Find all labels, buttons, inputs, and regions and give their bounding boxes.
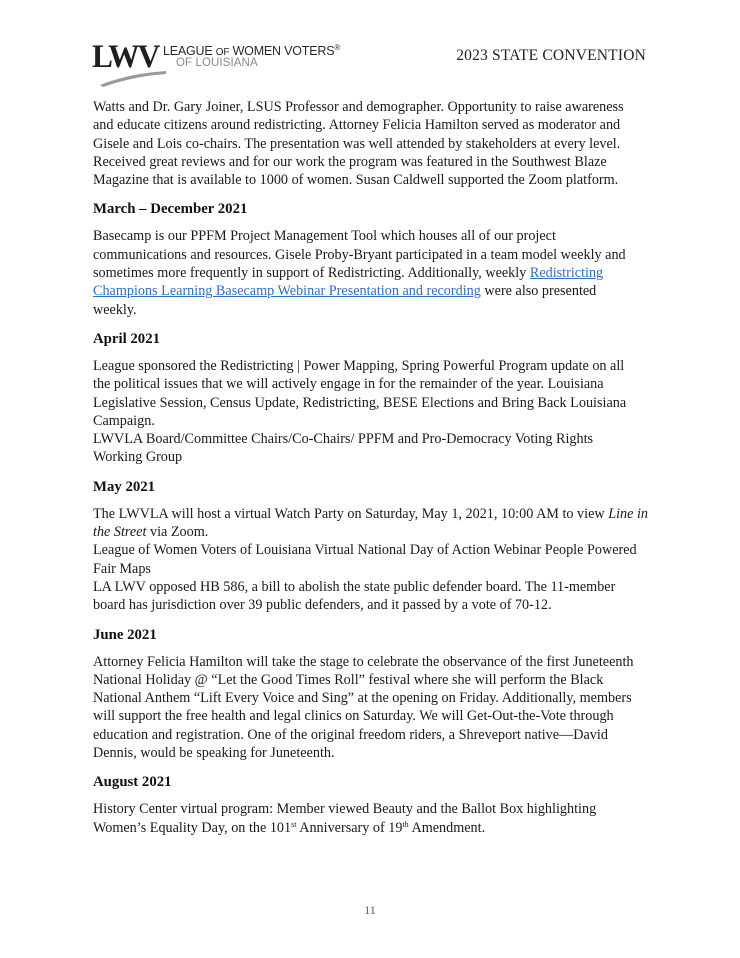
lwv-logo [92,39,341,90]
logo-text-league: LEAGUE [163,44,216,58]
text-line: Watts and Dr. Gary Joiner, LSUS Professor and demographer. Opportunity to raise awareness [93,99,624,115]
document-body [93,98,663,837]
logo-text-women-voters: WOMEN VOTERS [229,44,335,58]
text-line: National Holiday @ “Let the Good Times Roll” festival where she will perform the Black [93,671,604,688]
text-line: Received great reviews and for our work the program was featured in the Southwest Blaze [93,153,607,170]
redistricting-champions-webinar-link[interactable]: Redistricting [529,265,604,282]
text-line [93,523,663,541]
text-line: Working Group [93,449,183,466]
logo-text-of: OF [215,47,230,58]
text-line [93,819,663,837]
text-line: weekly. [93,301,137,318]
logo-state-name: OF LOUISIANA [176,57,258,69]
august-paragraph [93,800,663,837]
text-line: education and registration. One of the original freedom riders, a Shreveport native—David [93,726,608,743]
logo-organization-name [163,44,340,58]
text-line: Dennis, would be speaking for Juneteenth. [93,745,335,762]
text-line: Gisele and Lois co-chairs. The presentation was well attended by stakeholders at every level. [93,135,621,152]
april-paragraph [93,357,663,467]
june-paragraph [93,653,663,763]
ordinal-superscript: st [291,819,297,829]
section-heading-april-2021: April 2021 [93,330,160,347]
intro-paragraph [93,98,663,189]
text-line: Fair Maps [93,560,151,577]
redistricting-champions-webinar-link-continued[interactable]: Champions Learning Basecamp Webinar Presentation and recording [93,283,481,300]
film-title-italic: Line in [608,505,648,522]
text-segment: Women’s Equality Day, on the 101 [93,819,292,836]
text-line [93,505,663,523]
text-segment: The LWVLA will host a virtual Watch Party on Saturday, May 1, 2021, 10:00 AM to view [93,505,609,522]
text-segment: via Zoom. [146,524,209,541]
text-line: the political issues that we will actively engage in for the remainder of the year. Louisiana [93,376,604,393]
text-line: board has jurisdiction over 39 public defenders, and it passed by a vote of 70-12. [93,597,552,614]
section-heading-june-2021: June 2021 [93,626,157,643]
text-segment: Anniversary of 19 [296,819,403,836]
logo-swoosh-icon [98,68,168,88]
text-line [93,264,663,282]
text-line: Magazine that is available to 1000 of women. Susan Caldwell supported the Zoom platform. [93,172,619,189]
film-title-italic: the Street [93,524,147,541]
text-line: communications and resources. Gisele Proby-Bryant participated in a team model weekly and [93,246,626,263]
section-heading-may-2021: May 2021 [93,478,156,495]
text-line: History Center virtual program: Member viewed Beauty and the Ballot Box highlighting [93,801,597,818]
may-paragraph [93,505,663,615]
text-segment: were also presented [480,283,597,300]
text-line: National Anthem “Lift Every Voice and Sing” at the opening on Friday. Additionally, members [93,690,632,707]
logo-mark: LWV [92,39,159,75]
text-line: LWVLA Board/Committee Chairs/Co-Chairs/ PPFM and Pro-Democracy Voting Rights [93,431,594,448]
document-header-title: 2023 STATE CONVENTION [456,47,646,64]
section-heading-august-2021: August 2021 [93,774,172,791]
text-line: League of Women Voters of Louisiana Virtual National Day of Action Webinar People Powered [93,542,637,559]
ordinal-superscript: th [402,819,409,829]
march-paragraph [93,227,663,318]
text-line: Legislative Session, Census Update, Redistricting, BESE Elections and Bring Back Louisiana [93,394,627,411]
text-line: and educate citizens around redistricting. Attorney Felicia Hamilton served as moderator and [93,117,621,134]
logo-registered-mark: ® [334,43,341,52]
text-line: LA LWV opposed HB 586, a bill to abolish the state public defender board. The 11-member [93,578,616,595]
text-segment: sometimes more frequently in support of Redistricting. Additionally, weekly [93,265,530,282]
text-segment: Amendment. [408,819,486,836]
text-line: League sponsored the Redistricting | Power Mapping, Spring Powerful Program update on all [93,357,625,374]
text-line: Campaign. [93,412,155,429]
text-line: Attorney Felicia Hamilton will take the stage to celebrate the observance of the first Juneteenth [93,653,634,670]
page-number: 11 [364,903,376,917]
text-line [93,282,663,300]
text-line: will support the free health and legal clinics on Saturday. We will Get-Out-the-Vote through [93,708,614,725]
section-heading-march-december-2021: March – December 2021 [93,201,248,218]
text-line: Basecamp is our PPFM Project Management Tool which houses all of our project [93,228,556,245]
